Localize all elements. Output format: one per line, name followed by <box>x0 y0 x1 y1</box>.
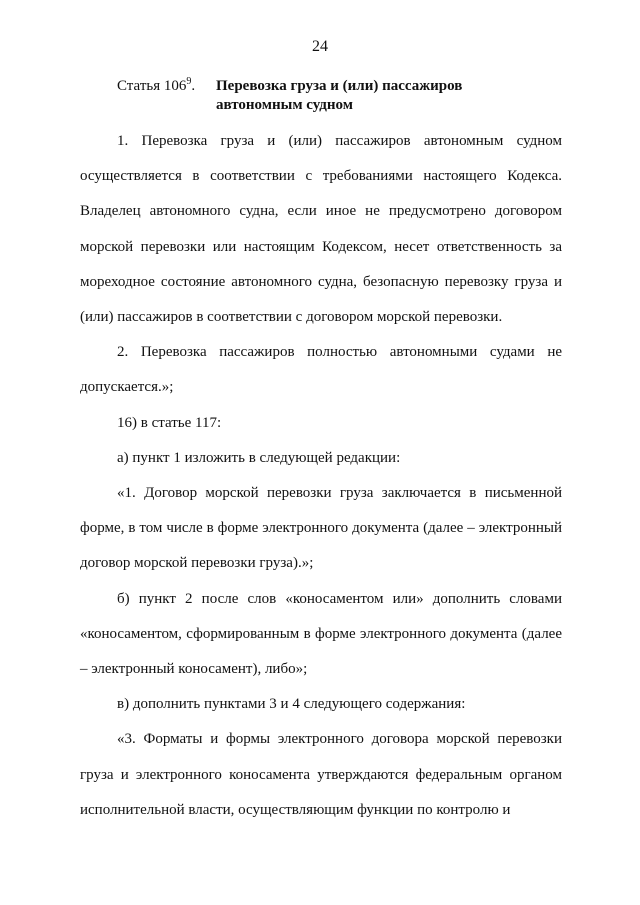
article-label-dot: . <box>191 78 196 94</box>
paragraph-item-2: 2. Перевозка пассажиров полностью автономными судами не допускается.»; <box>80 344 562 396</box>
paragraph-quote-1: «1. Договор морской перевозки груза заключается в письменной форме, в том числе в форме электронного документа (далее – электронный договор морской перевозки груза).»; <box>80 485 562 572</box>
article-title-line-1: Перевозка груза и (или) пассажиров <box>216 78 463 94</box>
paragraph-item-16: 16) в статье 117: <box>117 414 222 431</box>
paragraph-item-b: б) пункт 2 после слов «коносаментом или» дополнить словами «коносаментом, сформированным в форме электронного документа (далее – электронный коносамент), либо»; <box>80 590 562 678</box>
paragraph-quote-3: «3. Форматы и формы электронного договора морской перевозки груза и электронного коносамента утверждаются федеральным органом исполнительной власти, осуществляющим функции по контролю и <box>80 731 562 818</box>
article-title-line-2: автономным судном <box>216 97 353 113</box>
article-label-superscript: 9 <box>186 76 192 87</box>
document-body <box>80 124 562 828</box>
article-label-text: Статья 106 <box>117 78 187 94</box>
paragraph-item-a: а) пункт 1 изложить в следующей редакции: <box>117 449 401 466</box>
paragraph-item-1: 1. Перевозка груза и (или) пассажиров автономным судном осуществляется в соответствии с требованиями настоящего Кодекса. Владелец автономного судна, если иное не предусмотрено договором морской перевозки или настоящим Кодексом, несет ответственность за мореходное состояние автономного судна, безопасную перевозку груза и (или) пассажиров в соответствии с договором морской перевозки. <box>80 133 562 326</box>
page-number: 24 <box>312 38 328 55</box>
paragraph-item-v: в) дополнить пунктами 3 и 4 следующего содержания: <box>117 696 466 713</box>
article-label <box>117 77 195 96</box>
article-title <box>216 77 546 115</box>
